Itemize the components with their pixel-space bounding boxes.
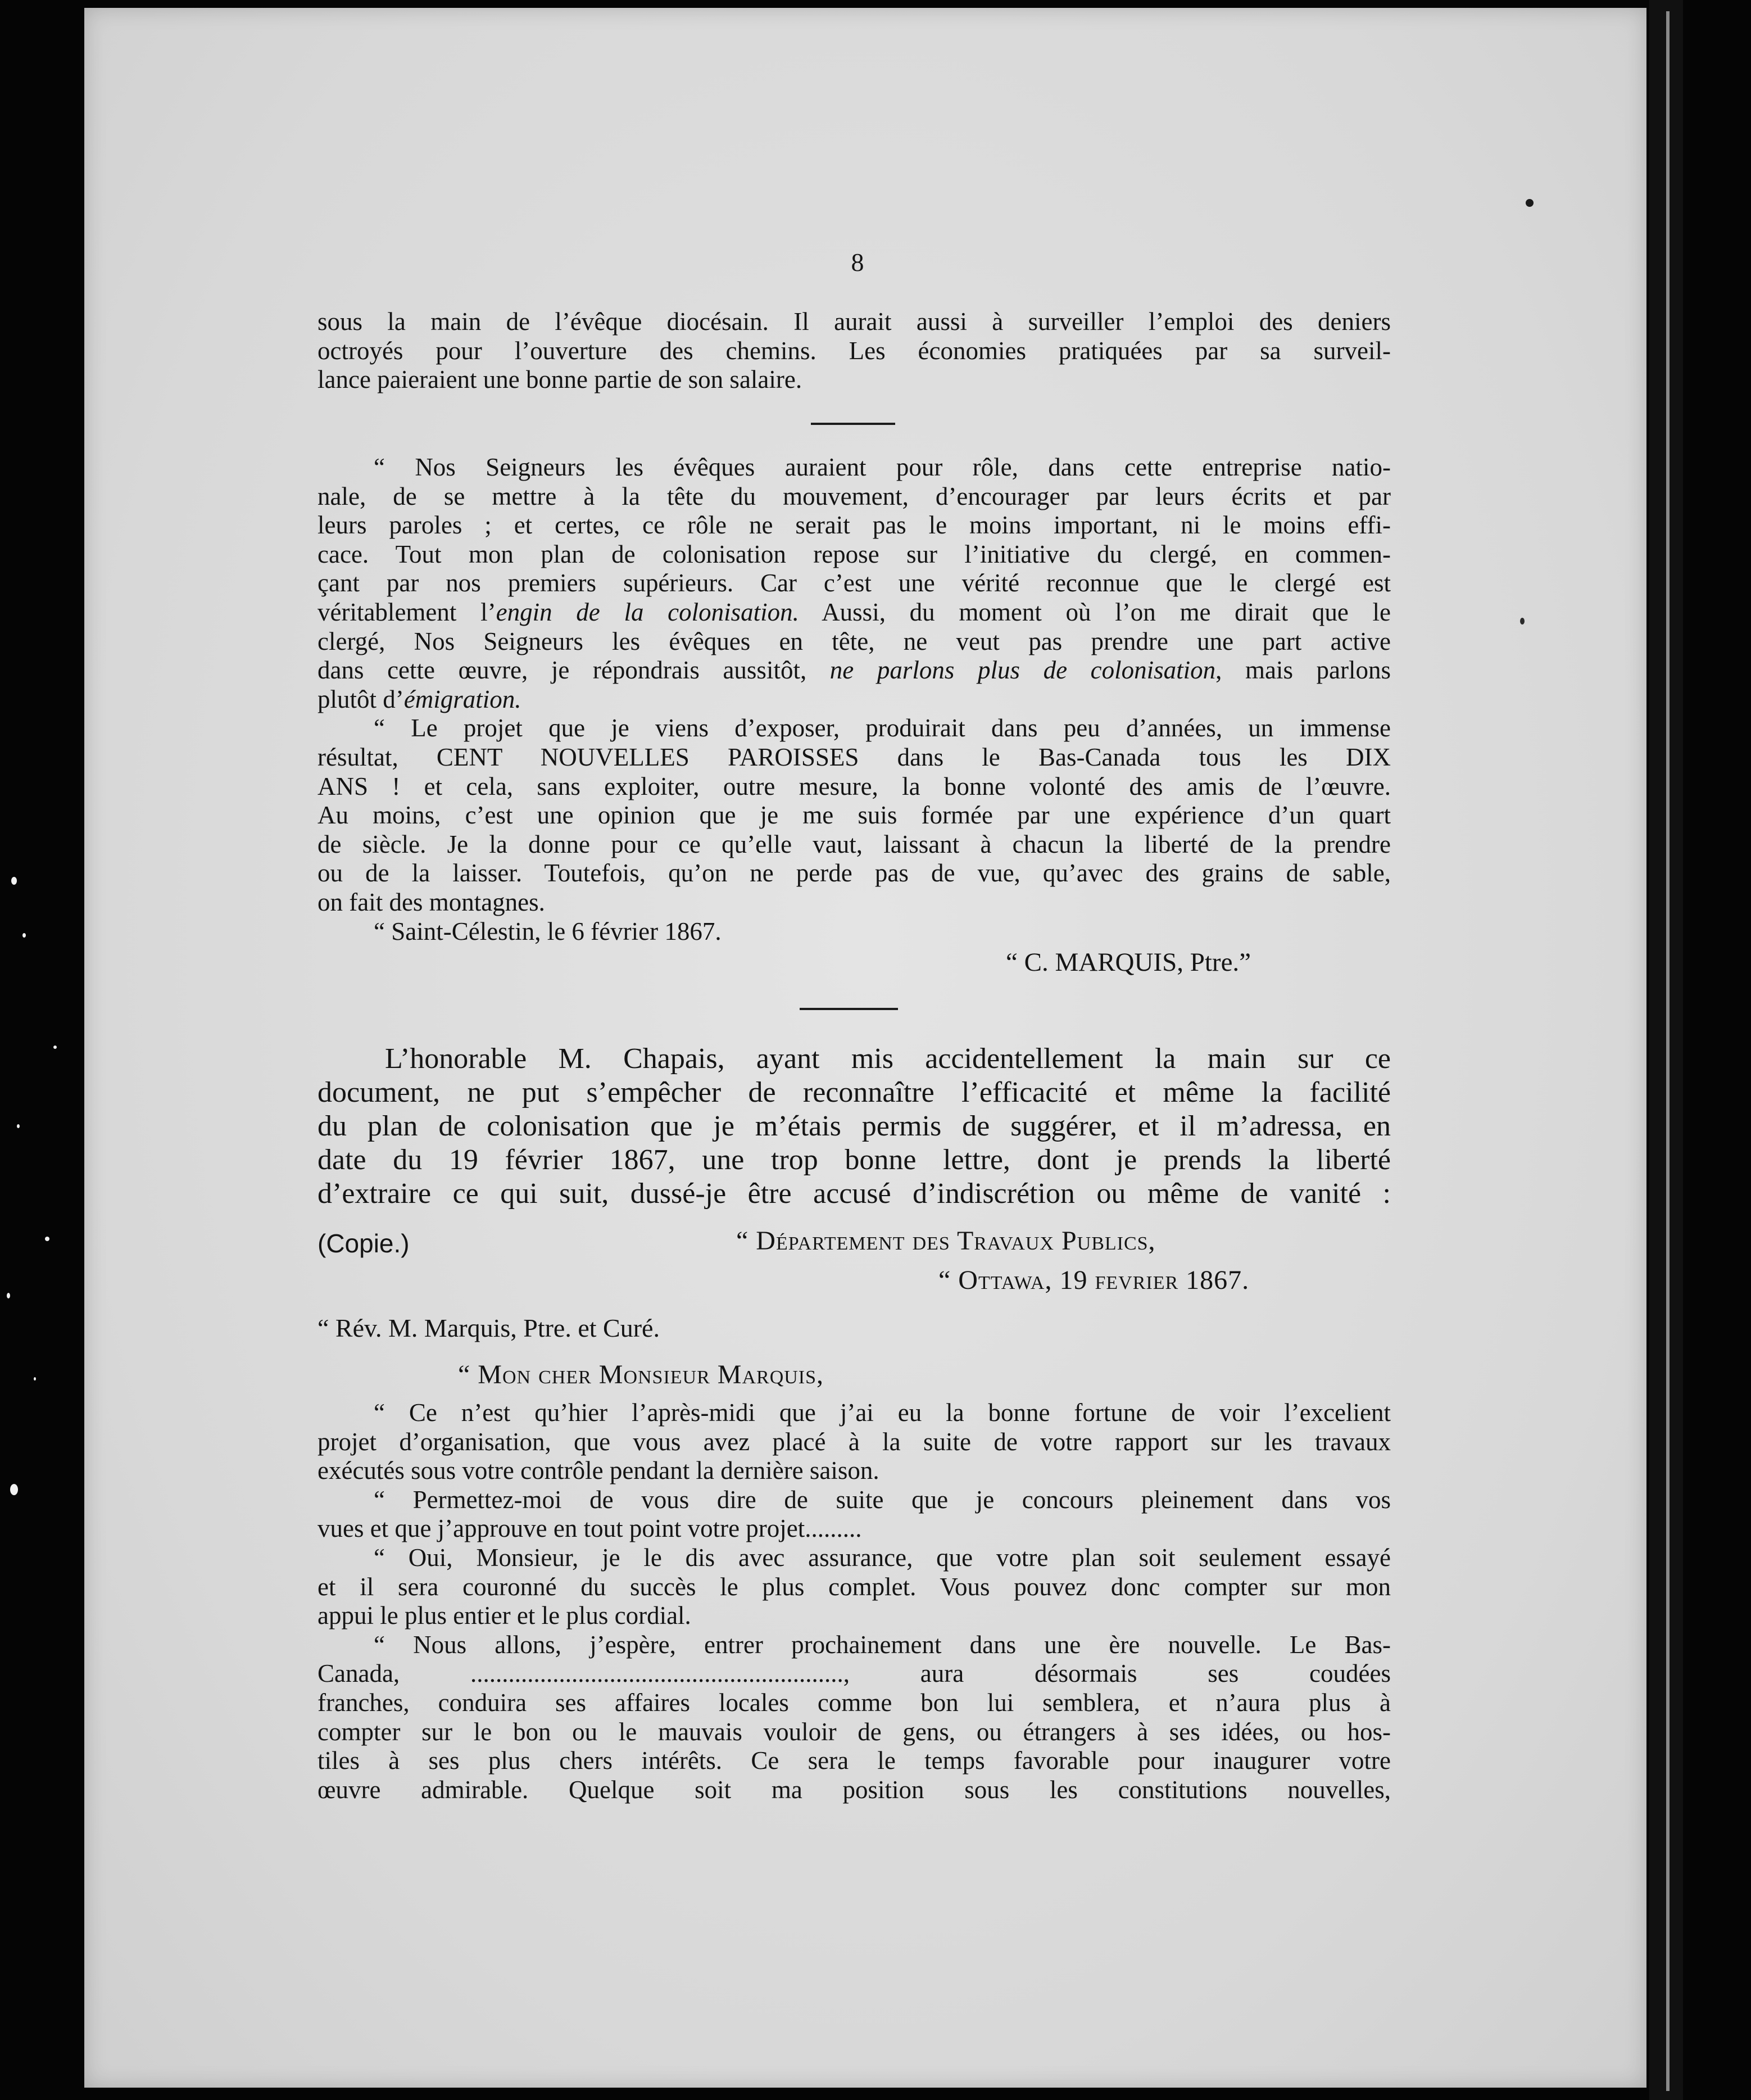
text-line: cace. Tout mon plan de colonisation repose sur l’initiative du clergé, en commen-: [317, 540, 1391, 568]
letter-date: “ Ottawa, 19 fevrier 1867.: [938, 1265, 1250, 1295]
text-line: “ Le projet que je viens d’exposer, produirait dans peu d’années, un immense: [374, 714, 1391, 743]
copy-label: (Copie.): [317, 1229, 410, 1258]
page-number: 8: [851, 248, 864, 277]
dust-speck: [22, 933, 26, 938]
text-line: octroyés pour l’ouverture des chemins. Les économies pratiquées par sa surveil-: [317, 336, 1391, 365]
text-line: d’extraire ce qui suit, dussé-je être accusé d’indiscrétion ou même de vanité :: [317, 1178, 1391, 1210]
text-span: Aussi, du moment où l’on me dirait que le: [799, 598, 1391, 626]
italic-phrase: engin de la colonisation.: [496, 598, 799, 626]
text-line: du plan de colonisation que je m’étais permis de suggérer, et il m’adressa, en: [317, 1110, 1391, 1142]
text-line: Au moins, c’est une opinion que je me suis formée par une expérience d’un quart: [317, 801, 1391, 830]
text-line: compter sur le bon ou le mauvais vouloir de gens, ou étrangers à ses idées, ou hos-: [317, 1717, 1391, 1746]
text-line: çant par nos premiers supérieurs. Car c’est une vérité reconnue que le clergé est: [317, 569, 1391, 598]
dust-speck: [7, 1293, 10, 1298]
text-line: “ Nous allons, j’espère, entrer prochainement dans une ère nouvelle. Le Bas-: [374, 1630, 1391, 1659]
dust-speck: [45, 1237, 49, 1241]
dust-speck: [53, 1046, 57, 1049]
text-line: date du 19 février 1867, une trop bonne lettre, dont je prends la liberté: [317, 1144, 1391, 1176]
scan-edge-highlight: [1666, 11, 1670, 2091]
text-line: sous la main de l’évêque diocésain. Il aurait aussi à surveiller l’emploi des deniers: [317, 307, 1391, 336]
text-line: résultat, CENT NOUVELLES PAROISSES dans le Bas-Canada tous les DIX: [317, 743, 1391, 771]
text-span: plutôt d’: [317, 685, 404, 713]
section-divider: [800, 1008, 898, 1010]
dust-speck: [10, 1484, 18, 1495]
section-divider: [811, 423, 895, 425]
quote-block: [317, 453, 1391, 946]
paragraph-intro: [317, 307, 1391, 395]
text-line: œuvre admirable. Quelque soit ma position sous les constitutions nouvelles,: [317, 1775, 1391, 1804]
text-line: vues et que j’approuve en tout point votre projet.........: [317, 1514, 862, 1543]
dust-speck: [34, 1377, 36, 1381]
text-line: ou de la laisser. Toutefois, qu’on ne perde pas de vue, qu’avec des grains de sable,: [317, 859, 1391, 888]
text-line: document, ne put s’empêcher de reconnaître l’efficacité et même la facilité: [317, 1076, 1391, 1108]
page-mark: [1526, 199, 1534, 207]
text-line: projet d’organisation, que vous avez placé à la suite de votre rapport sur les travaux: [317, 1427, 1391, 1456]
text-line: leurs paroles ; et certes, ce rôle ne serait pas le moins important, ni le moins effi-: [317, 511, 1391, 540]
text-line: on fait des montagnes.: [317, 888, 545, 916]
text-line: appui le plus entier et le plus cordial.: [317, 1601, 691, 1630]
text-line: L’honorable M. Chapais, ayant mis accidentellement la main sur ce: [385, 1043, 1391, 1075]
text-line: franches, conduira ses affaires locales comme bon lui semblera, et n’aura plus à: [317, 1688, 1391, 1717]
dust-speck: [17, 1124, 20, 1128]
dust-speck: [11, 877, 17, 885]
text-line: nale, de se mettre à la tête du mouvement, d’encourager par leurs écrits et par: [317, 482, 1391, 510]
addressee: “ Rév. M. Marquis, Ptre. et Curé.: [317, 1314, 660, 1342]
italic-phrase: ne parlons plus de colonisation: [829, 656, 1216, 685]
text-line: “ Nos Seigneurs les évêques auraient pour rôle, dans cette entreprise natio-: [374, 453, 1391, 481]
text-line: “ Ce n’est qu’hier l’après-midi que j’ai eu la bonne fortune de voir l’excelient: [374, 1399, 1391, 1427]
signature: “ C. MARQUIS, Ptre.”: [1006, 948, 1251, 977]
italic-phrase: émigration.: [403, 685, 521, 713]
text-line: [317, 656, 1391, 685]
text-span: véritablement l’: [317, 598, 496, 626]
text-line: [317, 685, 1391, 714]
text-line: ANS ! et cela, sans exploiter, outre mesure, la bonne volonté des amis de l’œuvre.: [317, 772, 1391, 800]
department-heading: “ Département des Travaux Publics,: [736, 1226, 1156, 1256]
text-line: “ Permettez-moi de vous dire de suite que je concours pleinement dans vos: [374, 1485, 1391, 1514]
text-line: clergé, Nos Seigneurs les évêques en tête, ne veut pas prendre une part active: [317, 627, 1391, 655]
letter-body: [317, 1399, 1391, 1804]
text-line: “ Oui, Monsieur, je le dis avec assurance, que votre plan soit seulement essayé: [374, 1543, 1391, 1572]
salutation: “ Mon cher Monsieur Marquis,: [458, 1360, 824, 1390]
text-span: dans cette œuvre, je répondrais aussitôt,: [317, 656, 830, 685]
text-line: Canada, ..........................................................., aura désormais ses coudées: [317, 1659, 1391, 1688]
text-line: lance paieraient une bonne partie de son salaire.: [317, 365, 802, 394]
text-line: tiles à ses plus chers intérêts. Ce sera le temps favorable pour inaugurer votre: [317, 1746, 1391, 1775]
dateline: “ Saint-Célestin, le 6 février 1867.: [374, 917, 722, 945]
text-line: exécutés sous votre contrôle pendant la dernière saison.: [317, 1456, 879, 1485]
text-span: , mais parlons: [1215, 656, 1391, 685]
text-line: de siècle. Je la donne pour ce qu’elle vaut, laissant à chacun la liberté de la prendre: [317, 830, 1391, 858]
text-line: et il sera couronné du succès le plus complet. Vous pouvez donc compter sur mon: [317, 1572, 1391, 1601]
page-mark: [1520, 618, 1525, 624]
narrative-paragraph: [317, 1042, 1391, 1211]
text-line: [317, 598, 1391, 627]
